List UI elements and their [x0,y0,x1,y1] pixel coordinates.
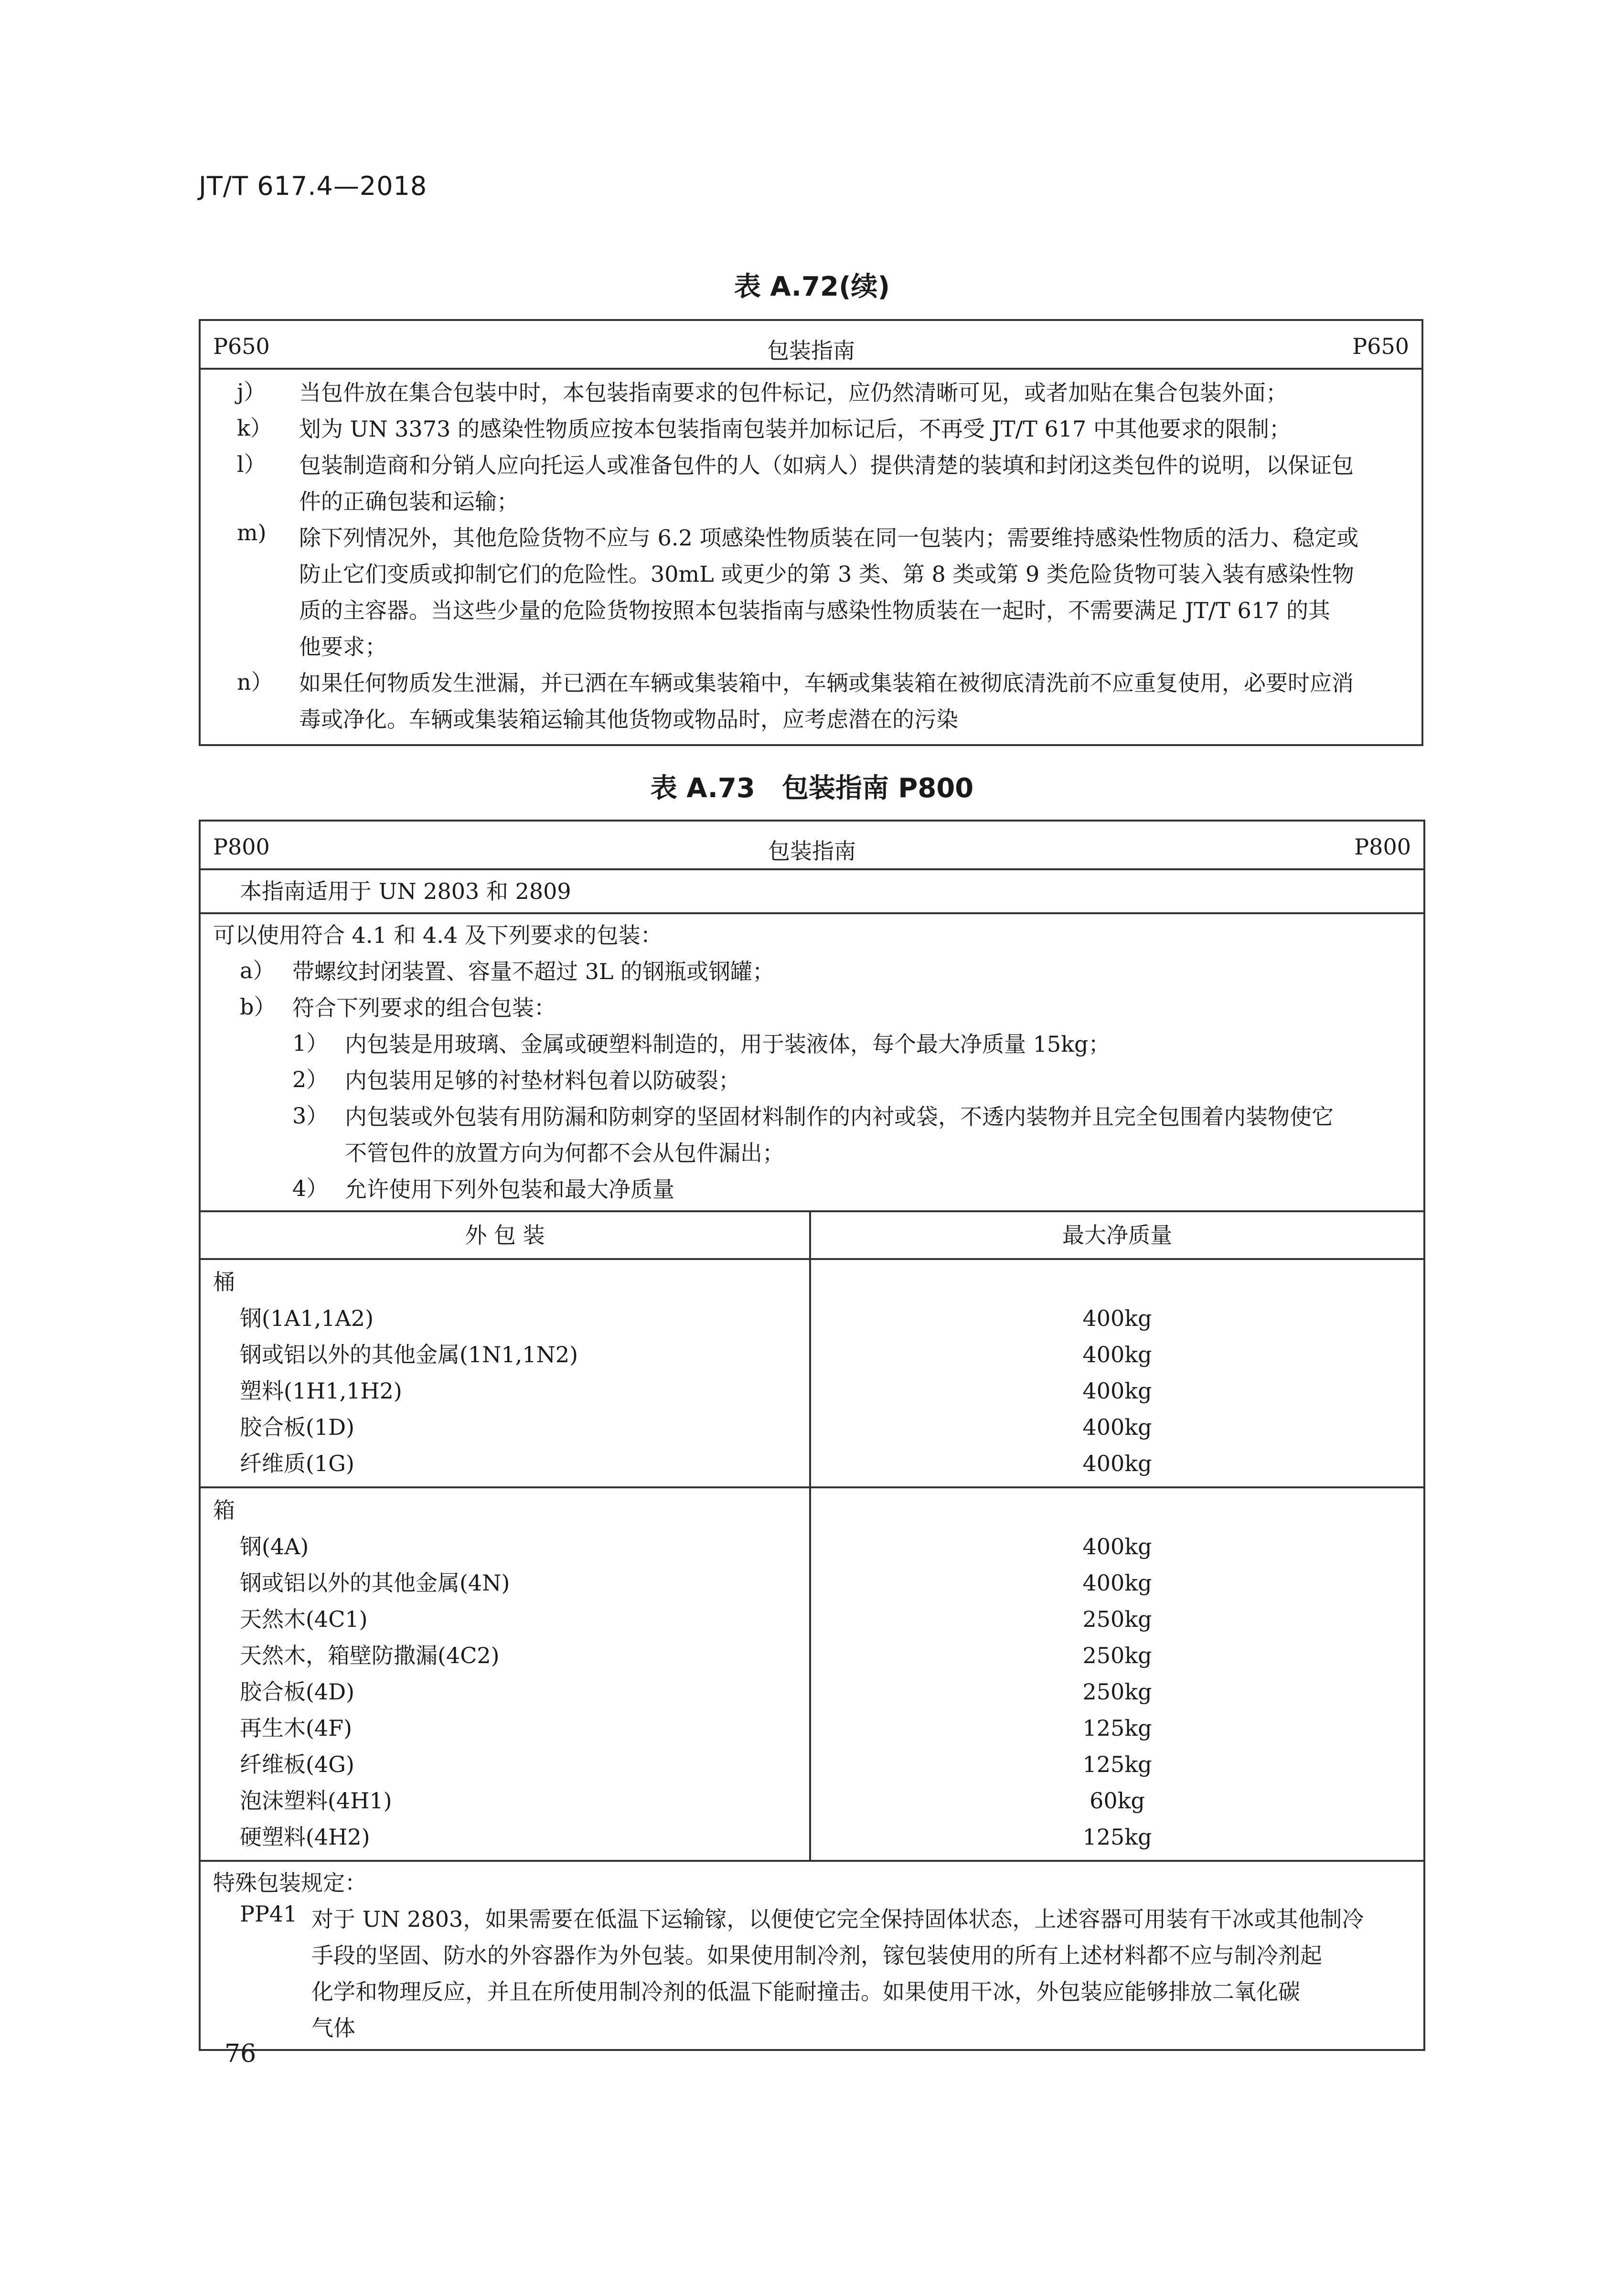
max-net-mass: 250kg [1082,1606,1152,1632]
item-text: 如果任何物质发生泄漏，并已洒在车辆或集装箱中，车辆或集装箱在被彻底清洗前不应重复使用，必要时应消 [299,670,1354,696]
intro-text: 可以使用符合 4.1 和 4.4 及下列要求的包装： [213,922,662,948]
spacer [823,1264,1411,1300]
max-net-mass: 400kg [1082,1378,1152,1404]
spacer [823,1492,1411,1528]
special-provisions-row [200,1861,1424,2050]
sub-item-2 [213,1062,1411,1099]
item-marker: l） [237,451,266,477]
table-a72 [199,319,1423,746]
list-item-j [213,374,1409,411]
max-net-mass: 400kg [1082,1305,1152,1331]
max-net-mass: 400kg [1082,1342,1152,1367]
special-provisions-title: 特殊包装规定： [213,1870,367,1896]
outer-packaging: 纤维板(4G) [240,1751,354,1777]
column-header-max [810,1211,1424,1259]
sub-item-3 [213,1099,1411,1171]
item-text: 件的正确包装和运输； [299,489,519,514]
provision-text: 对于 UN 2803，如果需要在低温下运输镓，以便使它完全保持固体状态，上述容器可用装有干冰或其他制冷 [311,1906,1364,1932]
scope-row [200,869,1424,913]
item-text: 毒或净化。车辆或集装箱运输其他货物或物品时，应考虑潜在的污染 [299,706,958,732]
sub-item-marker: 4） [292,1175,329,1201]
item-text: 当包件放在集合包装中时，本包装指南要求的包件标记，应仍然清晰可见，或者加贴在集合包装外面； [299,380,1288,406]
sub-item-text: 内包装用足够的衬垫材料包着以防破裂； [345,1068,740,1093]
option-b [213,990,1411,1026]
page-number: 76 [224,2039,256,2068]
header-code-left: P800 [213,834,270,860]
group-name: 箱 [213,1497,235,1523]
requirements-row [200,913,1424,1211]
group-boxes-outer-cell [200,1487,810,1861]
provision-text: 气体 [311,2015,355,2041]
option-marker: b） [240,994,276,1020]
outer-packaging: 天然木，箱壁防撒漏(4C2) [240,1643,500,1668]
sub-item-1 [213,1026,1411,1062]
table-a73 [199,820,1425,2051]
max-net-mass: 400kg [1082,1414,1152,1440]
outer-packaging: 胶合板(1D) [240,1414,355,1440]
sub-item-4 [213,1171,1411,1207]
standard-code: JT/T 617.4—2018 [199,171,427,201]
outer-packaging: 泡沫塑料(4H1) [240,1788,392,1814]
item-text: 防止它们变质或抑制它们的危险性。30mL 或更少的第 3 类、第 8 类或第 9 类危险货物可装入装有感染性物 [299,561,1354,587]
option-a [213,953,1411,990]
list-item-m [213,520,1409,665]
group-boxes-max-cell [810,1487,1424,1861]
item-marker: j） [237,379,266,405]
sub-item-marker: 2） [292,1067,329,1092]
special-provision-pp41 [213,1901,1411,2046]
group-boxes [200,1487,1424,1861]
provision-text: 手段的坚固、防水的外容器作为外包装。如果使用制冷剂，镓包装使用的所有上述材料都不应与制冷剂起 [311,1943,1322,1968]
max-net-mass: 250kg [1082,1679,1152,1705]
table-a72-caption: 表 A.72(续) [734,271,890,302]
outer-packaging: 钢或铝以外的其他金属(4N) [240,1570,510,1596]
max-net-mass: 125kg [1082,1715,1152,1741]
sub-item-marker: 1） [292,1030,329,1056]
item-text: 包装制造商和分销人应向托运人或准备包件的人（如病人）提供清楚的装填和封闭这类包件的说明，以保证包 [299,452,1354,478]
max-net-mass: 400kg [1082,1534,1152,1559]
item-text: 质的主容器。当这些少量的危险货物按照本包装指南与感染性物质装在一起时，不需要满足 JT/T 617 的其 [299,598,1330,623]
provision-text: 化学和物理反应，并且在所使用制冷剂的低温下能耐撞击。如果使用干冰，外包装应能够排放二氧化碳 [311,1979,1300,2005]
max-net-mass: 250kg [1082,1643,1152,1668]
item-marker: k） [237,415,272,441]
max-net-mass: 400kg [1082,1451,1152,1476]
group-drums [200,1259,1424,1487]
table-a73-header [200,821,1424,869]
sub-item-text: 允许使用下列外包装和最大净质量 [345,1176,674,1202]
outer-packaging: 胶合板(4D) [240,1679,355,1705]
outer-packaging: 钢或铝以外的其他金属(1N1,1N2) [240,1342,578,1367]
list-item-k [213,411,1409,447]
header-title: 包装指南 [768,838,856,864]
header-code-right: P650 [1352,333,1409,359]
item-text: 划为 UN 3373 的感染性物质应按本包装指南包装并加标记后，不再受 JT/T 617 中其他要求的限制； [299,416,1291,442]
scope-text: 本指南适用于 UN 2803 和 2809 [240,878,571,904]
column-header-outer-label: 外 包 装 [465,1222,545,1248]
table-a72-header [200,320,1422,369]
option-marker: a） [240,958,275,983]
max-net-mass: 125kg [1082,1824,1152,1850]
sub-item-text: 内包装是用玻璃、金属或硬塑料制造的，用于装液体，每个最大净质量 15kg； [345,1031,1111,1057]
item-marker: n） [237,669,273,695]
max-net-mass: 400kg [1082,1570,1152,1596]
outer-packaging: 天然木(4C1) [240,1606,368,1632]
item-text: 除下列情况外，其他危险货物不应与 6.2 项感染性物质装在同一包装内；需要维持感染性物质的活力、稳定或 [299,525,1359,551]
table-a73-caption: 表 A.73 包装指南 P800 [650,773,974,804]
item-marker: m) [237,520,267,545]
table-a72-body [200,369,1422,745]
outer-packaging: 塑料(1H1,1H2) [240,1378,402,1404]
group-name: 桶 [213,1269,235,1295]
header-code-left: P650 [213,333,270,359]
option-text: 符合下列要求的组合包装： [292,995,556,1021]
item-text: 他要求； [299,634,387,660]
column-header-outer [200,1211,810,1259]
sub-item-text: 不管包件的放置方向为何都不会从包件漏出； [345,1140,784,1166]
provision-code: PP41 [240,1901,298,1927]
sub-item-marker: 3） [292,1103,329,1129]
outer-packaging: 纤维质(1G) [240,1451,354,1476]
outer-packaging: 钢(4A) [240,1534,309,1559]
group-drums-outer-cell [200,1259,810,1487]
list-item-n [213,665,1409,737]
header-code-right: P800 [1354,834,1411,860]
column-header-max-label: 最大净质量 [1062,1222,1172,1248]
max-net-mass: 125kg [1082,1751,1152,1777]
sub-item-text: 内包装或外包装有用防漏和防刺穿的坚固材料制作的内衬或袋，不透内装物并且完全包围着内装物使它 [345,1104,1334,1130]
outer-packaging: 硬塑料(4H2) [240,1824,370,1850]
group-drums-max-cell [810,1259,1424,1487]
header-title: 包装指南 [767,338,855,363]
outer-packaging: 钢(1A1,1A2) [240,1305,374,1331]
outer-packaging: 再生木(4F) [240,1715,353,1741]
option-text: 带螺纹封闭装置、容量不超过 3L 的钢瓶或钢罐； [292,959,775,984]
max-net-mass: 60kg [1090,1788,1145,1814]
list-item-l [213,447,1409,520]
